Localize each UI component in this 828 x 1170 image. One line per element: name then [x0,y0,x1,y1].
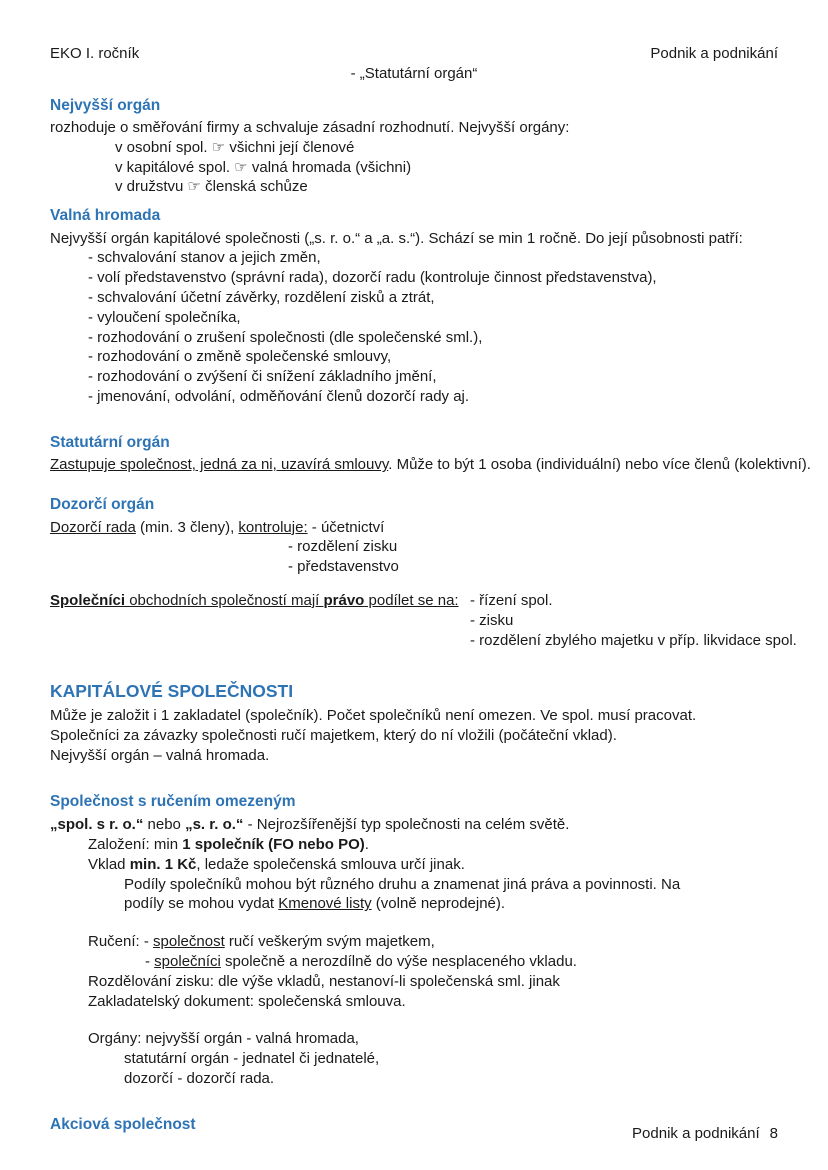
paragraph-podily [50,875,710,915]
paragraph-organy-3: dozorčí - dozorčí rada. [124,1070,275,1088]
plain-text: Ručení: - [88,933,154,951]
bold-underlined-text: právo [323,591,365,609]
paragraph: Nejvyšší orgán – valná hromada. [50,747,270,765]
list-item: v kapitálové spol. ☞ valná hromada (všichni) [115,158,412,176]
bold-text: „spol. s r. o.“ [50,816,144,834]
section-title-nejvyssi-organ: Nejvyšší orgán [50,96,161,114]
page-footer [632,1124,778,1144]
bold-text: min. 1 Kč [129,855,197,873]
paragraph-ruceni-2 [50,952,778,972]
underlined-text: Dozorčí rada [50,518,136,536]
plain-text: - Nejrozšířenější typ společnosti na celém světě. [243,816,570,834]
list-item: - rozhodování o změně společenské smlouvy, [88,348,392,366]
list-item: - rozdělení zisku [288,538,398,556]
list-item: - rozhodování o zvýšení či snížení základního jmění, [88,368,437,386]
section-title-dozorci-organ: Dozorčí orgán [50,496,155,514]
list-item: - schvalování stanov a jejich změn, [88,249,321,267]
paragraph-ruceni [50,932,778,952]
list-item: - řízení spol. [470,591,553,609]
section-title-akciova-spolecnost: Akciová společnost [50,1115,196,1133]
doc-header [50,44,778,64]
bold-text: 1 společník (FO nebo PO) [182,836,365,854]
section-title-sro: Společnost s ručením omezeným [50,792,296,810]
paragraph-statutarni [50,455,811,475]
list-item: - představenstvo [288,558,399,576]
paragraph-zakladatelsky: Zakladatelský dokument: společenská smlouva. [88,992,406,1010]
list-item: - schvalování účetní závěrky, rozdělení zisků a ztrát, [88,289,435,307]
paragraph: Může je založit i 1 zakladatel (společník). Počet společníků není omezen. Ve spol. musí pracovat. [50,707,697,725]
plain-text: společně a nerozdílně do výše nesplaceného vkladu. [220,953,577,971]
plain-text: Vklad [88,855,130,873]
plain-text: ručí veškerým svým majetkem, [224,933,435,951]
footer-text: Podnik a podnikání [632,1125,760,1143]
plain-text: nebo [143,816,186,834]
paragraph-vklad [50,855,778,875]
paragraph-organy-2: statutární orgán - jednatel či jednatelé, [124,1050,380,1068]
bold-text: „s. r. o.“ [185,816,244,834]
section-title-kapitalove-spolecnosti: KAPITÁLOVÉ SPOLEČNOSTI [50,681,294,702]
plain-text: (min. 3 členy), [135,518,239,536]
spolecnici-left [50,591,470,611]
paragraph-sro-intro [50,815,778,835]
underlined-text: společnost [153,933,225,951]
paragraph: Společníci za závazky společnosti ručí majetkem, který do ní vložili (počáteční vklad). [50,727,617,745]
list-item: - vyloučení společníka, [88,308,241,326]
list-item: v družstvu ☞ členská schůze [115,178,308,196]
list-item: - rozhodování o zrušení společnosti (dle společenské sml.), [88,328,483,346]
plain-text: . Může to být 1 osoba (individuální) nebo více členů (kolektivní). [388,456,811,474]
underlined-text: podílet se na: [364,591,459,609]
list-item: - rozdělení zbylého majetku v příp. likvidace spol. [470,631,797,649]
list-item: - zisku [470,611,514,629]
section-title-statutarni-organ: Statutární orgán [50,433,170,451]
plain-text: , ledaže společenská smlouva určí jinak. [196,855,465,873]
list-item: - volí představenstvo (správní rada), dozorčí radu (kontroluje činnost představenstva), [88,269,657,287]
underlined-text: společníci [154,953,221,971]
plain-text: - [145,953,155,971]
paragraph-spolecnici [50,591,778,611]
plain-text: Založení: min [88,836,183,854]
underlined-text: Zastupuje společnost, jedná za ni, uzavírá smlouvy [50,456,389,474]
header-right: Podnik a podnikání [650,45,778,62]
underlined-text: obchodních společností mají [125,591,324,609]
bold-underlined-text: Společníci [50,591,126,609]
paragraph-dozorci [50,518,778,538]
paragraph-rozdelovani: Rozdělování zisku: dle výše vkladů, nestanoví-li společenská sml. jinak [88,972,560,990]
page-number: 8 [769,1125,778,1143]
underlined-text: kontroluje: [238,518,308,536]
section-title-valna-hromada: Valná hromada [50,207,161,225]
doc-subtitle: - „Statutární orgán“ [350,64,478,82]
plain-text: (volně neprodejné). [371,895,506,913]
paragraph-organy-1: Orgány: nejvyšší orgán - valná hromada, [88,1030,359,1048]
paragraph-nejvyssi-intro: rozhoduje o směřování firmy a schvaluje zásadní rozhodnutí. Nejvyšší orgány: [50,119,570,137]
header-left: EKO I. ročník [50,45,140,62]
paragraph-valna-intro: Nejvyšší orgán kapitálové společnosti („s. r. o.“ a „a. s.“). Schází se min 1 ročně. Do její působnosti patří: [50,229,743,247]
plain-text: Podíly společníků mohou být různého druhu a znamenat jiná práva a povinnosti. Na podíly se mohou vydat [124,875,681,913]
plain-text: - účetnictví [307,518,385,536]
underlined-text: Kmenové listy [278,895,372,913]
list-item: v osobní spol. ☞ všichni její členové [115,138,355,156]
list-item: - jmenování, odvolání, odměňování členů dozorčí rady aj. [88,388,470,406]
plain-text: . [364,836,369,854]
paragraph-zalozeni [50,835,778,855]
